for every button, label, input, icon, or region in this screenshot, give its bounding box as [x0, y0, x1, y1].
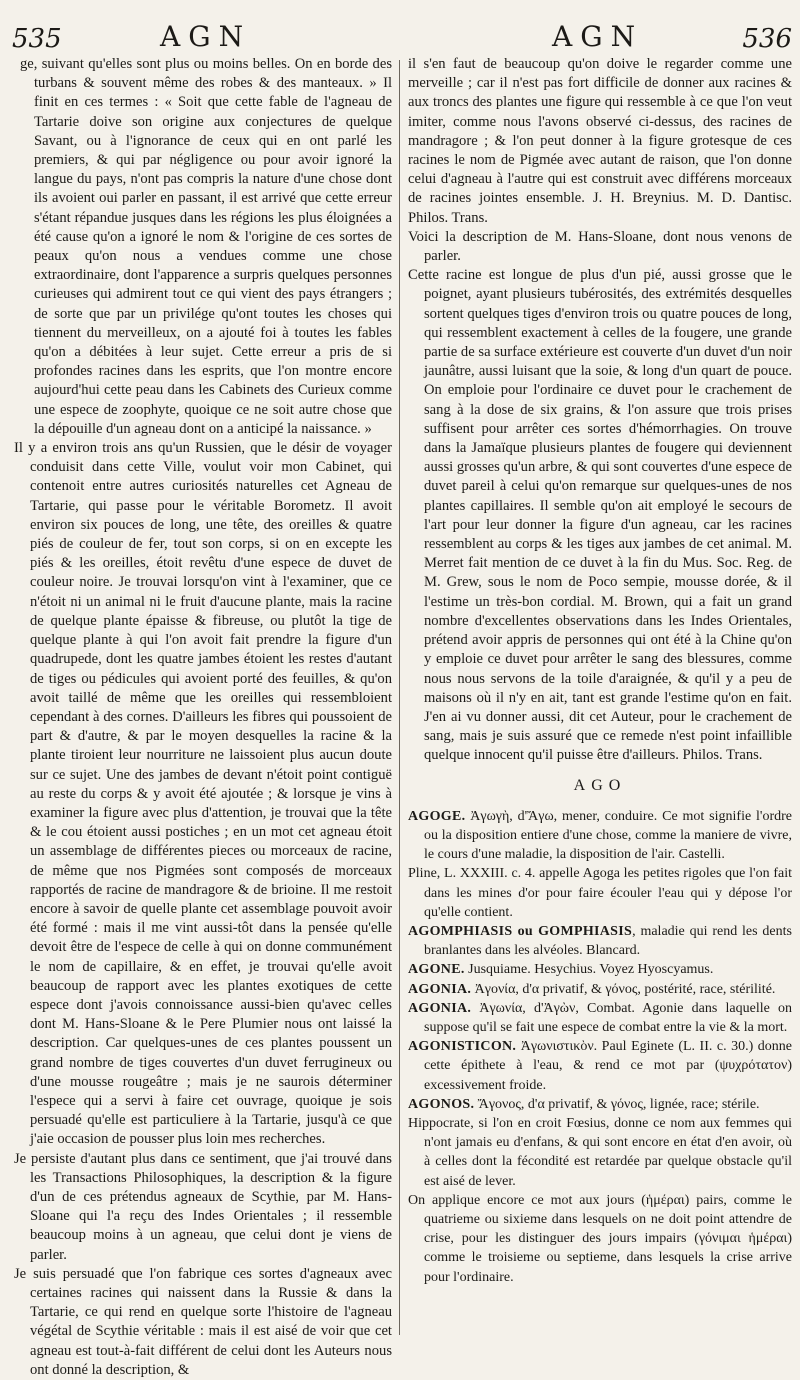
dictionary-entry — [408, 960, 792, 979]
dictionary-entry — [408, 1114, 792, 1191]
entry-text: Pline, L. XXXIII. c. 4. appelle Agoga les petites rigoles que l'on fait dans les mines d'or pour faire écouler l'eau qui y dépose l'or qu'elle contient. — [408, 866, 792, 920]
entry-headword: AGONE. — [408, 962, 465, 978]
page-header — [0, 10, 800, 58]
paragraph: Cette racine est longue de plus d'un pié, aussi grosse que le poignet, ayant plusieurs tubérosités, des extrémités desquelles sortent quelques tiges d'environ trois ou quatre pouces de long, qui ressemblent exactement à celles de la fougere, une grande partie de sa surface extérieure est couverte d'un duvet d'un noir jaunâtre, aussi luisant que la soie, & long d'un quart de pouce. On emploie pour l'ordinaire ce duvet pour le crachement de sang à la dose de six grains, & l'on assure que trois prises suffisent pour arrêter ces sortes d'hémorrhagies. On trouve dans la Jamaïque plusieurs plantes de fougere qui deviennent aussi grosses qu'un arbre, & qui sont couvertes d'une espece de duvet pareil à celui qu'on remarque sur quelques-unes de nos plantes capillaires. Il semble qu'on ait employé le secours de l'art pour leur donner la figure d'un agneau, car les racines ressemblent au corps & les tiges aux jambes de cet animal. M. Merret fait mention de ce duvet à la fin du Mus. Soc. Reg. de M. Grew, sous le nom de Poco sempie, mousse dorée, & il l'estime un très-bon cordial. M. Brown, qui a fait un grand nombre d'excellentes observations dans les Indes Orientales, prétend avoir appris de personnes qui ont été à la Chine qu'on y emploie ce duvet pour arrêter le sang des blessures, comme nous nous servons de la toile d'araignée, & qu'il y a peu de maisons où il n'y en ait, tant est grande l'estime qu'on en fait. J'en ai vu donner aussi, dit cet Auteur, pour le crachement de sang, mais je suis assuré que ce remede n'est point infaillible quelque innocent qu'il puisse être d'ailleurs. Philos. Trans. — [408, 267, 792, 764]
dictionary-entry — [408, 999, 792, 1037]
entry-headword: AGONISTICON. — [408, 1039, 517, 1055]
right-column — [408, 55, 792, 1345]
quote-paragraph: ge, suivant qu'elles sont plus ou moins belles. On en borde des turbans & souvent même des robes & des manteaux. » Il finit en ces termes : « Soit que cette fable de l'agneau de Tartarie doive son origine aux conjectures de quelque Savant, ou à l'ignorance de ceux qui en ont parlé les premiers, & qui par négligence ou pour avoir ignoré la langue du pays, n'ont pas compris la nature d'une chose dont ils avoient oui parler en passant, il est arrivé que cette erreur s'étant répandue jusques dans les régions les plus éloignées a été cause qu'on a ignoré le nom & l'origine de ces sortes de peaux qu'on nous a vendues comme une chose extraordinaire, dont l'apparence a surpris quelques personnes curieuses qui admirent tout ce qui vient des pays étrangers ; de sorte que par un privilége qu'ont toutes les choses qui tiennent du merveilleux, on a ajouté foi à toutes les fables qu'on a débitées à leur sujet. Cette erreur a pris de si profondes racines dans les esprits, que l'on montre encore aujourd'hui cette peau dans les Cabinets des Curieux comme une espece de zoophyte, quoique ce ne soit autre chose que la dépouille d'un agneau dont on a anticipé la naissance. » — [20, 56, 392, 437]
entry-text: Ἀγονία, d'α privatif, & γόνος, postérité, race, stérilité. — [471, 981, 776, 997]
entry-text: Jusquiame. Hesychius. Voyez Hyoscyamus. — [464, 962, 714, 978]
paragraph: il s'en faut de beaucoup qu'on doive le regarder comme une merveille ; car il n'est pas fort difficile de donner aux racines & aux troncs des plantes une figure qui ressemble à ce que l'on veut imiter, comme nous l'avons observé ci-dessus, des racines de mandragore ; & l'on peut donner à la figure grotesque de ces racines le nom de Pigmée avec autant de raison, que l'on donne celui d'agneau à l'autre qui est construit avec différens morceaux de racines jointes ensemble. J. H. Breynius. M. D. Dantisc. Philos. Trans. — [408, 56, 792, 226]
dictionary-entry — [408, 807, 792, 865]
left-column — [14, 55, 392, 1378]
dictionary-entry — [408, 1037, 792, 1095]
column-divider — [399, 60, 400, 1335]
right-running-head: AGN — [552, 20, 644, 53]
entry-headword: AGONIA. — [408, 1000, 472, 1016]
left-running-head: AGN — [160, 20, 252, 53]
dictionary-entry — [408, 864, 792, 922]
paragraph: Voici la description de M. Hans-Sloane, dont nous venons de parler. — [408, 228, 792, 265]
dictionary-entry — [408, 922, 792, 960]
entry-headword: AGONOS. — [408, 1096, 475, 1112]
left-page-number: 535 — [12, 24, 62, 54]
dictionary-entry — [408, 1191, 792, 1287]
entry-headword: AGOMPHIASIS ou GOMPHIASIS — [408, 923, 633, 939]
paragraph: Je persiste d'autant plus dans ce sentiment, que j'ai trouvé dans les Transactions Philosophiques, la description & la figure d'un de ces prétendus agneaux de Scythie, par M. Hans-Sloane qui l'a reçu des Indes Orientales ; il ressemble beaucoup moins à un agneau, que celui dont je viens de parler. — [14, 1150, 392, 1263]
entry-text: Ἀγωνία, d'Ἀγὼν, Combat. Agonie dans laquelle on suppose qu'il se fait une espece de combat entre la vie & la mort. — [424, 1000, 792, 1035]
section-heading: AGO — [573, 776, 627, 794]
entry-text: Ἄγονος, d'α privatif, & γόνος, lignée, race; stérile. — [474, 1096, 760, 1112]
right-page-number: 536 — [742, 24, 792, 54]
paragraph: Il y a environ trois ans qu'un Russien, que le désir de voyager conduisit dans cette Ville, voulut voir mon Cabinet, qui contenoit entre autres curiosités naturelles cet Agneau de Tartarie, qui passe pour le véritable Borometz. Il avoit environ six pouces de long, une tête, des oreilles & quatre piés de couleur de fer, tout son corps, si on en excepte les piés & les oreilles, étoit revêtu d'une espece de duvet de couleur noire. Je trouvai lorsqu'on vint à l'examiner, que ce n'étoit ni un animal ni le fruit d'aucune plante, mais la racine de quelque plante épaisse & fibreuse, ou plutôt la tige de quelque plante à qui l'on avoit fait prendre la figure d'un quadrupede, dont les quatre jambes étoient les restes d'autant de tiges ou pédicules qui avoient porté des feuilles, & qu'on avoit taillé de même que les oreilles qui ressembloient cependant à des cornes. D'ailleurs les fibres qui poussoient de part & d'autre, & par le moyen desquelles la racine & la plante tiroient leur nourriture ne laissoient plus aucun doute sur ce sujet. Une des jambes de devant n'étoit point contiguë au reste du corps & y avoit été ajoutée ; & lorsque je vins à examiner la figure avec plus d'attention, je trouvai que la tête & le cou étoient aussi postiches ; en un mot cet agneau étoit un assemblage de différentes pieces ou morceaux de racine, de même que nos Pigmées sont composés de morceaux rapportés de racine de mandragore & de brioine. Il me restoit encore à savoir de quelle plante cet assemblage pouvoit avoir été formé : mais il me vint aussi-tôt dans la pensée qu'elle devoit être de l'espece de celle à qui on donne communément le nom de capillaire, & en effet, je trouvai qu'elle avoit beaucoup de rapport avec les plantes exotiques de cette espece dont j'avois connoissance aussi-bien qu'avec celles dont M. Hans-Sloane & le Pere Plumier nous ont laissé la description. Car quelques-unes de ces plantes poussent un grand nombre de tiges couvertes d'un duvet ferrugineux ou d'une mousse rougeâtre ; mais je ne saurois déterminer l'espece qui a servi à faire cet ouvrage, quoique je sois persuadé qu'elle est particuliere à la Tartarie, jusqu'à ce que j'aie occasion de pousser plus loin mes recherches. — [14, 440, 392, 1148]
entry-headword: AGONIA. — [408, 981, 472, 997]
entry-headword: AGOGE. — [408, 808, 466, 824]
entry-text: Ἀγωνιστικὸν. Paul Eginete (L. II. c. 30.) donne cette épithete à l'eau, & rend ce mot par (ψυχρότατον) excessivement froide. — [424, 1039, 792, 1093]
entry-text: , maladie qui rend les dents branlantes dans les alvéoles. Blancard. — [424, 923, 792, 959]
entry-text: Ἀγωγὴ, d'Ἄγω, mener, conduire. Ce mot signifie l'ordre ou la disposition entiere d'une chose, comme la maniere de vivre, le cours d'une maladie, la disposition de l'air. Castelli. — [424, 808, 792, 863]
paragraph: Je suis persuadé que l'on fabrique ces sortes d'agneaux avec certaines racines qui naissent dans la Russie & dans la Tartarie, ce qui rend en quelque sorte l'histoire de l'agneau végétal de Scythie véritable : mais il est aisé de voir que cet agneau est tout-à-fait différent de celui dont les Auteurs nous ont donné la description, & — [14, 1265, 392, 1378]
dictionary-entry — [408, 1095, 792, 1114]
entry-text: Hippocrate, si l'on en croit Fœsius, donne ce nom aux femmes qui n'ont jamais eu d'enfans, & qui sont encore en état d'en avoir, où à celles dont la fécondité est retardée par quelque obstacle qu'il est aisé de lever. — [408, 1115, 792, 1189]
dictionary-entry — [408, 980, 792, 999]
entry-text: On applique encore ce mot aux jours (ἡμέραι) pairs, comme le quatrieme ou sixieme dans lesquels on ne doit point attendre de crise, pour les distinguer des jours impairs (γόνιμαι ἡμέραι) comme le troisieme ou septieme, dans lesquels la crise arrive pour l'ordinaire. — [408, 1192, 792, 1285]
